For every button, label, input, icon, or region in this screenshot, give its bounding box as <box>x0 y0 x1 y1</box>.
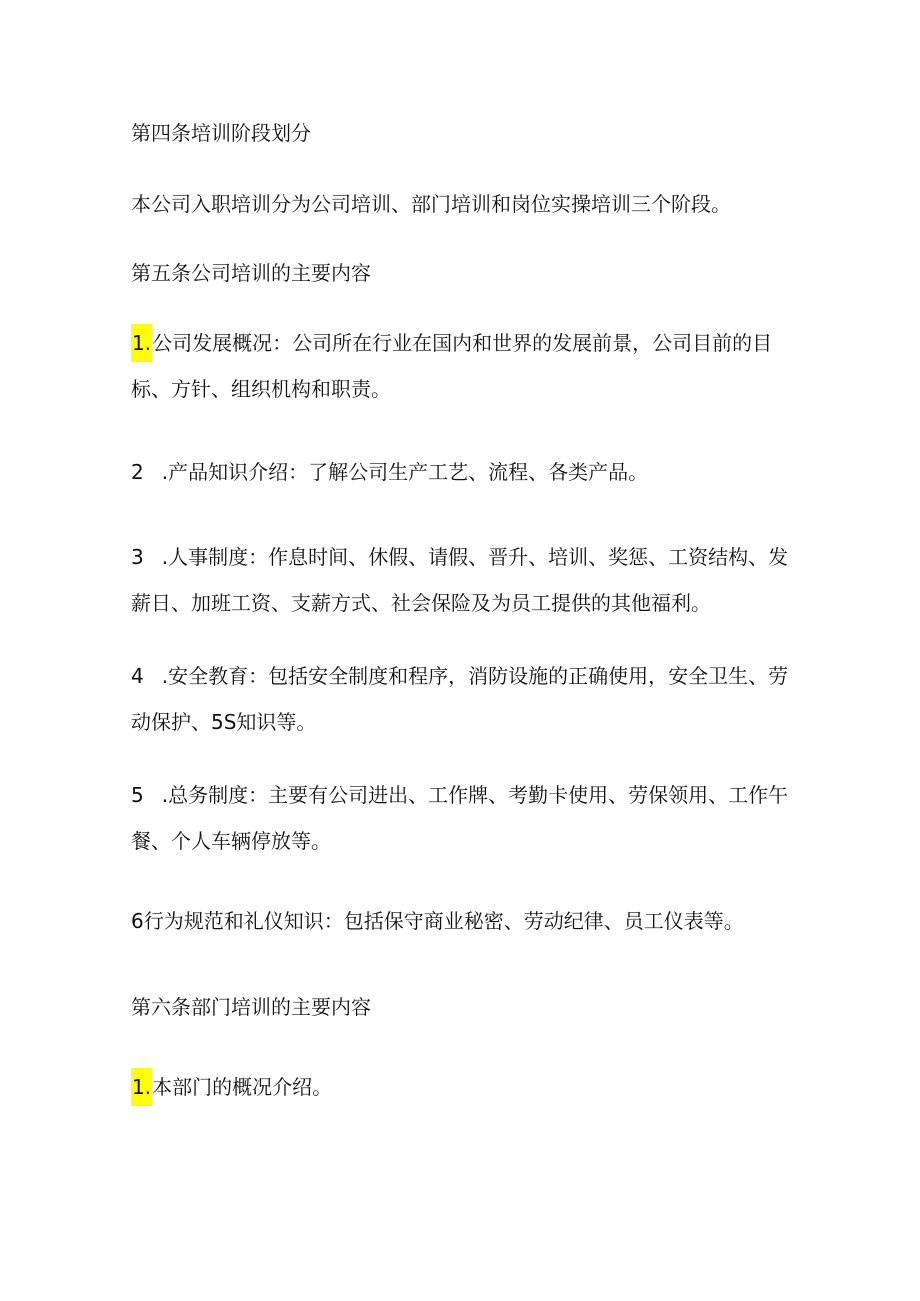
highlighted-number <box>131 1068 152 1106</box>
article4-heading: 第四条培训阶段划分 <box>131 121 311 145</box>
item-text: 公司发展概况：公司所在行业在国内和世界的发展前景，公司目前的目标、方针、组织机构和职责。 <box>131 331 773 401</box>
item-separator: . <box>161 545 169 569</box>
article5-heading: 第五条公司培训的主要内容 <box>131 261 371 285</box>
article5-item-3 <box>131 534 803 626</box>
article4-body: 本公司入职培训分为公司培训、部门培训和岗位实操培训三个阶段。 <box>131 192 731 216</box>
article5-item-1 <box>131 320 803 412</box>
article5-item-4 <box>131 653 803 745</box>
highlighted-number <box>131 324 152 362</box>
item-separator: . <box>161 783 169 807</box>
item-separator: . <box>161 664 169 688</box>
item-number: 2 <box>131 460 144 484</box>
item-text: 产品知识介绍：了解公司生产工艺、流程、各类产品。 <box>168 460 649 484</box>
item-number: 1 <box>132 1075 145 1099</box>
article5-item-5 <box>131 772 803 864</box>
item-number: 3 <box>131 545 144 569</box>
item-separator: . <box>144 331 152 355</box>
item-number: 5 <box>131 783 144 807</box>
item-text: 人事制度：作息时间、休假、请假、晋升、培训、奖惩、工资结构、发薪日、加班工资、支薪方式、社会保险及为员工提供的其他福利。 <box>131 545 789 615</box>
item-text: 总务制度：主要有公司进出、工作牌、考勤卡使用、劳保领用、工作午餐、个人车辆停放等。 <box>131 783 789 853</box>
item-separator: . <box>161 460 169 484</box>
item-number: 4 <box>131 664 144 688</box>
item-text: 本部门的概况介绍。 <box>152 1075 333 1099</box>
article6-heading: 第六条部门培训的主要内容 <box>131 995 371 1019</box>
item-text: 行为规范和礼仪知识：包括保守商业秘密、劳动纪律、员工仪表等。 <box>143 909 744 933</box>
item-text: 安全教育：包括安全制度和程序，消防设施的正确使用，安全卫生、劳动保护、5S知识等。 <box>131 664 789 734</box>
item-number: 6 <box>131 909 144 933</box>
article5-item-2 <box>131 449 803 495</box>
item-number: 1 <box>132 331 145 355</box>
article6-item-1 <box>131 1064 803 1110</box>
article5-item-6 <box>131 898 803 944</box>
item-separator: . <box>144 1075 152 1099</box>
